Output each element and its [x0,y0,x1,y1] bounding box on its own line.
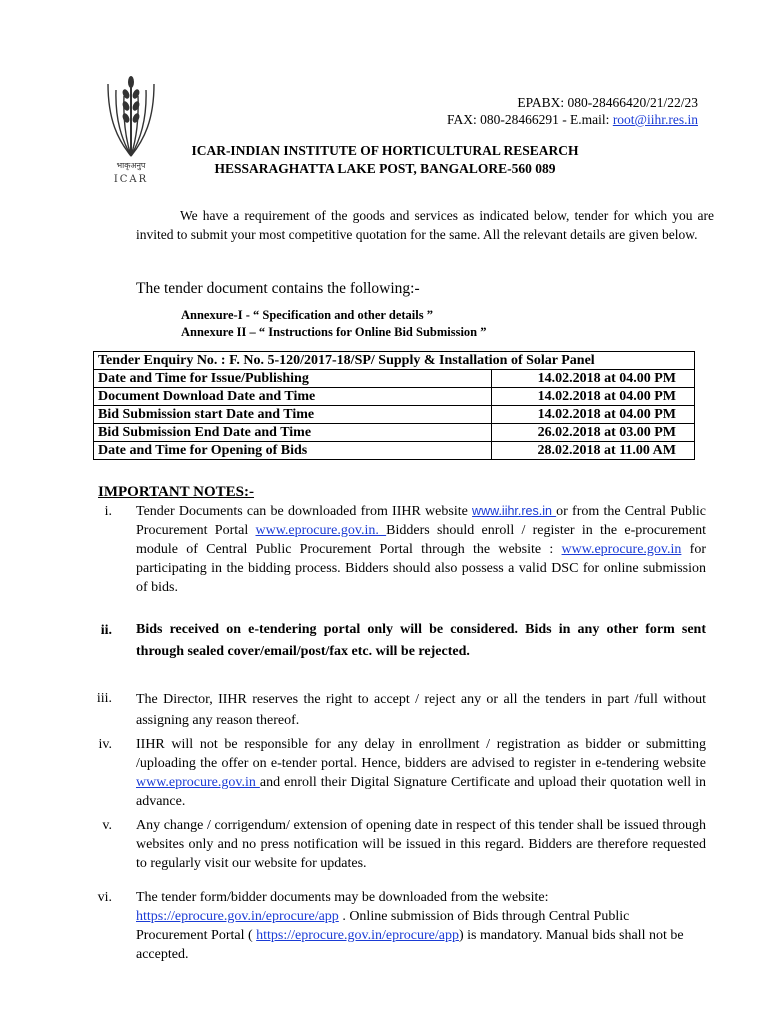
note-text: or from the Central Public Procurement Portal [136,504,707,538]
note-text: The tender form/bidder documents may be downloaded from the website: [136,890,549,905]
note-number: iv. [98,737,112,752]
fax-text: FAX: 080-28466291 - E.mail: [446,112,613,127]
table-row [94,424,695,442]
note-text: Tender Documents can be downloaded from IIHR website [136,504,473,519]
row-value: 14.02.2018 at 04.00 PM [492,406,695,424]
note-1 [136,502,706,597]
table-row [94,370,695,388]
note-4 [136,735,706,811]
row-label: Date and Time for Issue/Publishing [94,370,492,388]
row-label: Bid Submission start Date and Time [94,406,492,424]
note-text: IIHR will not be responsible for any delay in enrollment / registration as bidder or submitting /uploading the offer on e-tender portal. Hence, bidders are advised to register in e-tendering website [136,737,706,771]
contents-heading: The tender document contains the following:- [136,280,420,297]
note-text: . Online submission of Bids through Central Public Procurement Portal ( [136,909,630,943]
note-number: v. [102,818,112,833]
important-notes-heading: IMPORTANT NOTES:- [98,484,255,500]
note-2: Bids received on e-tendering portal only will be considered. Bids in any other form sent through sealed cover/email/post/fax etc. will be rejected. [136,622,706,659]
tender-title-row [94,352,695,370]
epabx-line: EPABX: 080-28466420/21/22/23 [517,95,698,110]
table-row [94,442,695,460]
note-number: iii. [96,691,112,706]
eprocure-link[interactable]: www.eprocure.gov.in [136,775,260,790]
table-row [94,406,695,424]
table-row [94,388,695,406]
note-text: for participating in the bidding process. Bidders should also possess a valid DSC for online submission of bids. [136,542,706,595]
note-number: ii. [100,623,112,638]
email-link[interactable]: root@iihr.res.in [612,112,698,127]
row-label: Bid Submission End Date and Time [94,424,492,442]
logo-hindi-text: भाकृअनुप [116,161,146,170]
tender-title: Tender Enquiry No. : F. No. 5-120/2017-18/SP/ Supply & Installation of Solar Panel [94,352,695,370]
tender-table [93,351,695,460]
row-value: 26.02.2018 at 03.00 PM [492,424,695,442]
institute-address: HESSARAGHATTA LAKE POST, BANGALORE-560 089 [214,161,556,176]
note-text: and enroll their Digital Signature Certificate and upload their quotation well in advance. [136,775,706,809]
row-value: 14.02.2018 at 04.00 PM [492,370,695,388]
note-number: i. [104,504,112,519]
note-6 [136,888,696,964]
row-label: Date and Time for Opening of Bids [94,442,492,460]
row-label: Document Download Date and Time [94,388,492,406]
note-number: vi. [97,890,112,905]
eprocure-link[interactable]: www.eprocure.gov.in [561,542,682,557]
eprocure-link[interactable]: www.eprocure.gov.in. [255,523,387,538]
annexure-2: Annexure II – “ Instructions for Online Bid Submission ” [181,325,487,339]
eprocure-app-link[interactable]: https://eprocure.gov.in/eprocure/app [256,928,459,943]
iihr-website-link[interactable]: www.iihr.res.in [472,504,557,518]
note-text: Bidders should enroll / register in the e-procurement module of Central Public Procurement Portal through the website : [136,523,706,557]
note-text: ) is mandatory. Manual bids shall not be accepted. [136,928,684,962]
note-3: The Director, IIHR reserves the right to accept / reject any or all the tenders in part /full without assigning any reason thereof. [136,692,706,728]
row-value: 28.02.2018 at 11.00 AM [492,442,695,460]
note-5: Any change / corrigendum/ extension of opening date in respect of this tender shall be issued through websites only and no press notification will be issued in this regard. Bidders are therefore requested to regularly visit our website for updates. [136,818,706,871]
fax-email-line [447,111,698,128]
eprocure-app-link[interactable]: https://eprocure.gov.in/eprocure/app [136,909,339,924]
logo-icar-text: ICAR [113,174,149,185]
annexure-1: Annexure-I - “ Specification and other details ” [181,308,433,322]
row-value: 14.02.2018 at 04.00 PM [492,388,695,406]
institute-name: ICAR-INDIAN INSTITUTE OF HORTICULTURAL RESEARCH [191,143,579,158]
intro-paragraph: We have a requirement of the goods and services as indicated below, tender for which you are invited to submit your most competitive quotation for the same. All the relevant details are given below. [136,208,714,242]
